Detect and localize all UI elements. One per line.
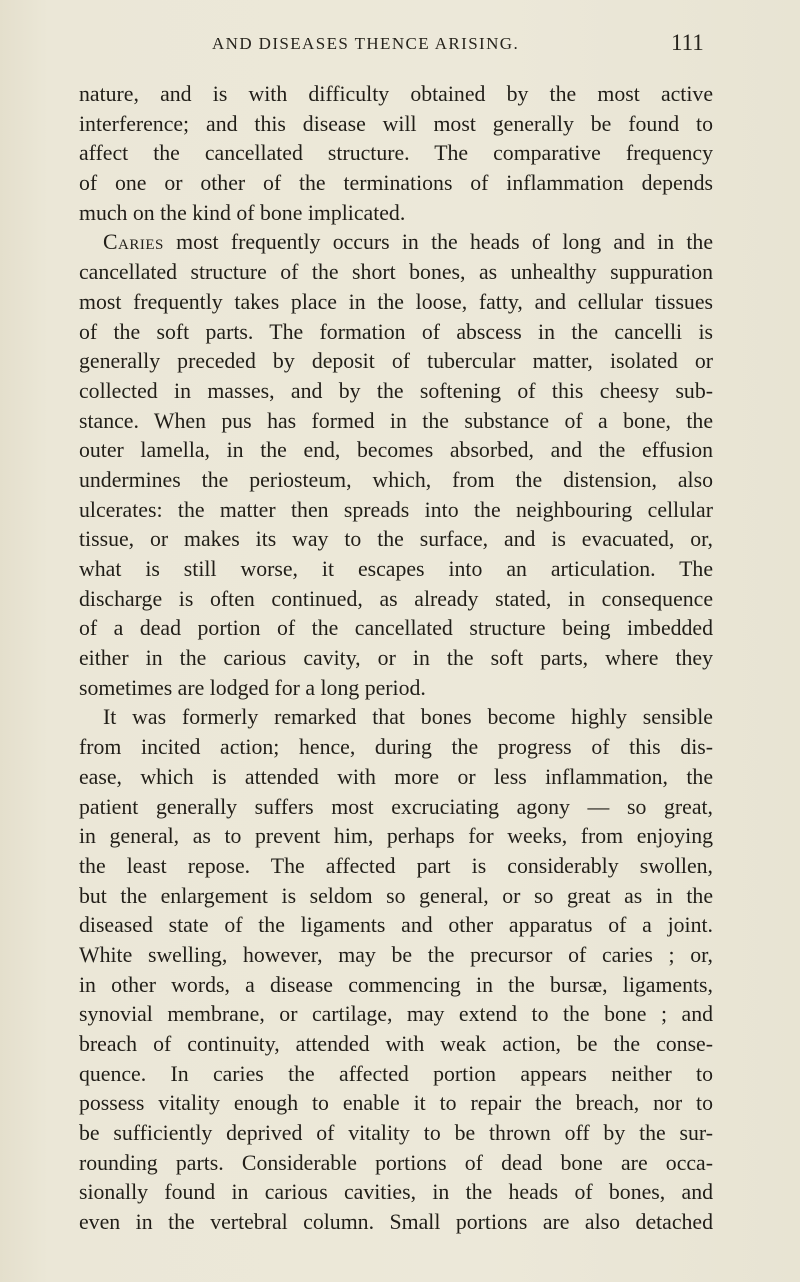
text-line: but the enlargement is seldom so general, or so great as in the bbox=[79, 883, 713, 908]
text-line: of a dead portion of the cancellated structure being imbedded bbox=[79, 616, 713, 641]
text-line: in other words, a disease commencing in the bursæ, ligaments, bbox=[79, 972, 713, 997]
text-line: even in the vertebral column. Small portions are also detached bbox=[79, 1210, 713, 1235]
text-line: most frequently takes place in the loose, fatty, and cellular tissues bbox=[79, 289, 713, 314]
text-line: possess vitality enough to enable it to repair the breach, nor to bbox=[79, 1091, 713, 1116]
lead-word: Caries bbox=[103, 230, 164, 255]
text-line: the least repose. The affected part is considerably swollen, bbox=[79, 853, 713, 878]
text-line: generally preceded by deposit of tubercular matter, isolated or bbox=[79, 349, 713, 374]
text-line: breach of continuity, attended with weak action, be the conse- bbox=[79, 1032, 713, 1056]
body-text bbox=[79, 80, 713, 1238]
text-line: White swelling, however, may be the precursor of caries ; or, bbox=[79, 942, 713, 967]
text-line: quence. In caries the affected portion appears neither to bbox=[79, 1061, 713, 1086]
text-line: interference; and this disease will most generally be found to bbox=[79, 111, 713, 136]
text-line: be sufficiently deprived of vitality to be thrown off by the sur- bbox=[79, 1121, 713, 1146]
text-line: cancellated structure of the short bones, as unhealthy suppuration bbox=[79, 260, 713, 285]
text-line: either in the carious cavity, or in the soft parts, where they bbox=[79, 646, 713, 671]
text-line: affect the cancellated structure. The comparative frequency bbox=[79, 141, 713, 166]
text-line: patient generally suffers most excruciating agony — so great, bbox=[79, 794, 713, 819]
text-line: in general, as to prevent him, perhaps for weeks, from enjoying bbox=[79, 824, 713, 849]
text-line: nature, and is with difficulty obtained by the most active bbox=[79, 82, 713, 106]
text-line: sometimes are lodged for a long period. bbox=[79, 675, 426, 700]
page-header bbox=[212, 30, 712, 64]
text-line: of the soft parts. The formation of abscess in the cancelli is bbox=[79, 319, 713, 344]
text-line: outer lamella, in the end, becomes absorbed, and the effusion bbox=[79, 438, 713, 463]
text-line: synovial membrane, or cartilage, may extend to the bone ; and bbox=[79, 1002, 713, 1027]
text-line: what is still worse, it escapes into an articulation. The bbox=[79, 557, 713, 581]
running-title: AND DISEASES THENCE ARISING. bbox=[212, 34, 520, 53]
text-line: rounding parts. Considerable portions of dead bone are occa- bbox=[79, 1150, 713, 1175]
text-line: discharge is often continued, as already stated, in consequence bbox=[79, 586, 713, 611]
text-line: diseased state of the ligaments and other apparatus of a joint. bbox=[79, 913, 713, 938]
text-line: of one or other of the terminations of inflammation depends bbox=[79, 171, 713, 196]
text-line: It was formerly remarked that bones become highly sensible bbox=[103, 705, 713, 730]
text-line: undermines the periosteum, which, from the distension, also bbox=[79, 467, 713, 492]
text-line bbox=[79, 228, 713, 258]
text-line: ulcerates: the matter then spreads into the neighbouring cellular bbox=[79, 497, 713, 522]
text-line: from incited action; hence, during the progress of this dis- bbox=[79, 735, 713, 760]
text-line: ease, which is attended with more or less inflammation, the bbox=[79, 764, 713, 789]
text-line: collected in masses, and by the softening of this cheesy sub- bbox=[79, 378, 713, 403]
text-line: stance. When pus has formed in the substance of a bone, the bbox=[79, 408, 713, 433]
text-line: tissue, or makes its way to the surface, and is evacuated, or, bbox=[79, 527, 713, 552]
text-line: sionally found in carious cavities, in the heads of bones, and bbox=[79, 1180, 713, 1205]
page-number: 111 bbox=[671, 30, 704, 55]
text-fragment: most frequently occurs in the heads of long and in the bbox=[163, 230, 713, 255]
text-line: much on the kind of bone implicated. bbox=[79, 200, 406, 225]
